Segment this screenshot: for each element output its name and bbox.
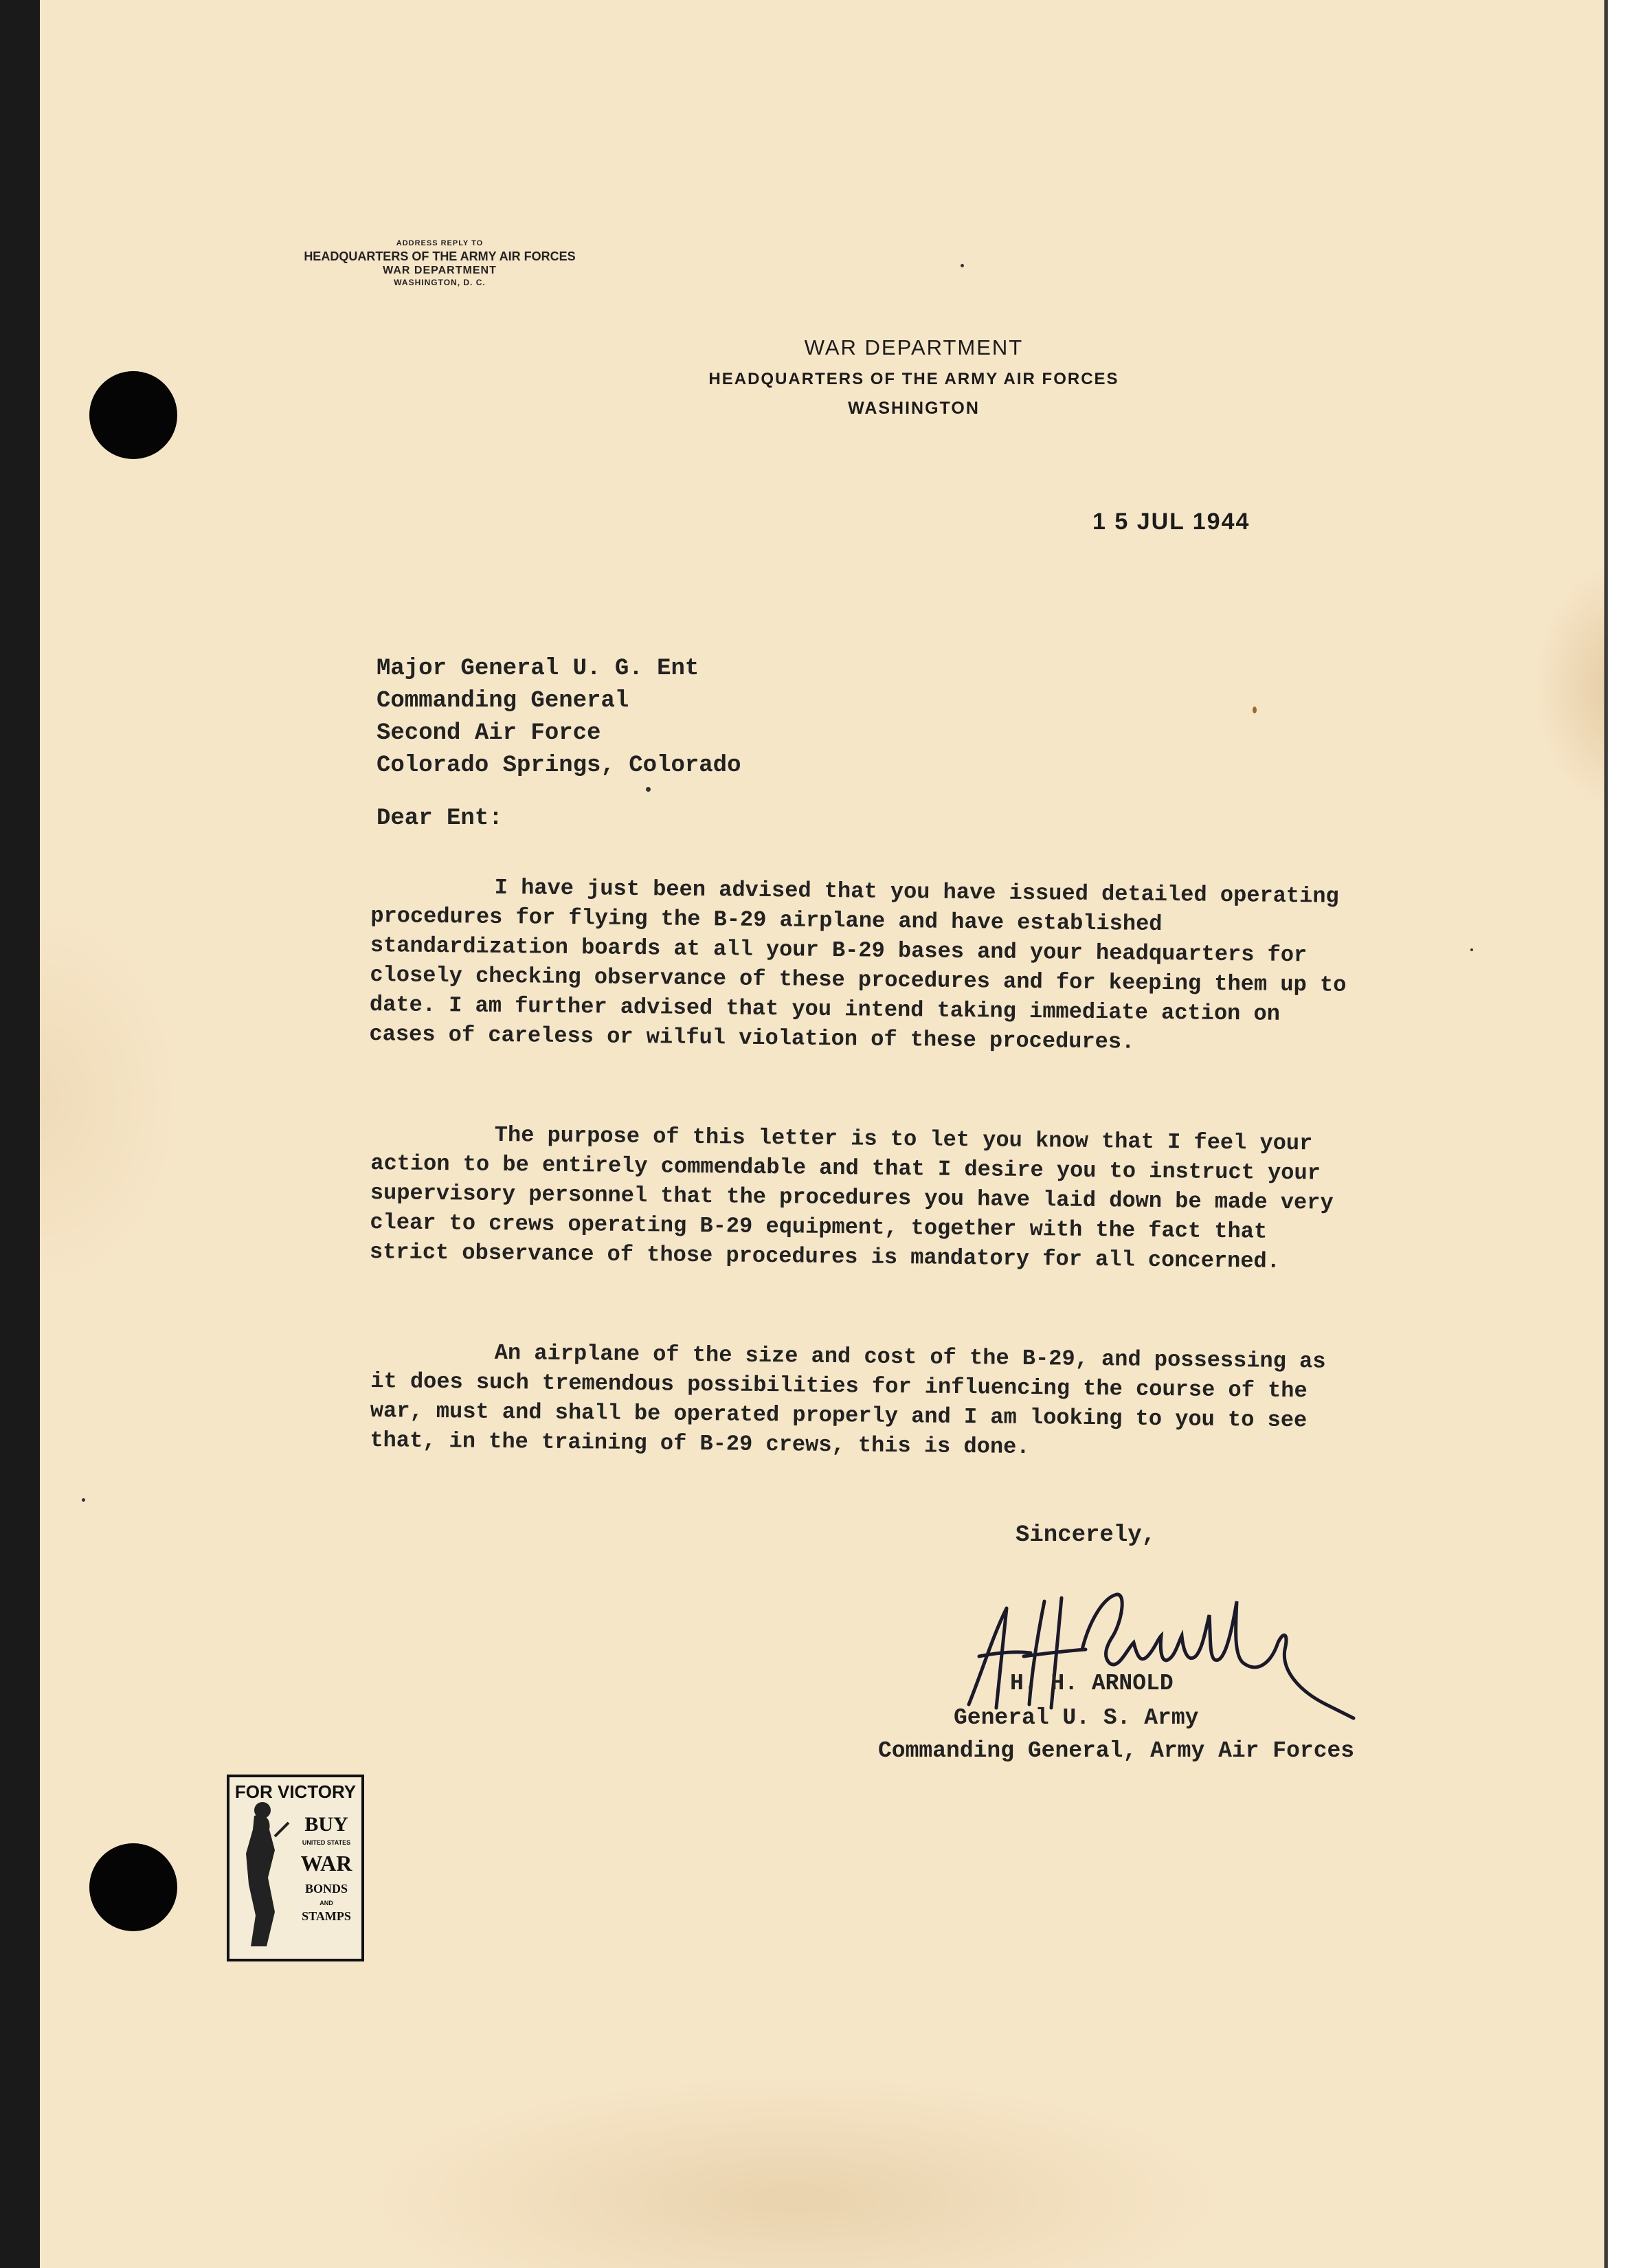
paper-speck: [961, 264, 964, 267]
letterhead-title: WAR DEPARTMENT: [804, 335, 1024, 359]
war-bonds-stamp: [227, 1775, 364, 1961]
recipient-line: Major General U. G. Ent: [377, 656, 699, 682]
letter-date: 1 5 JUL 1944: [1092, 509, 1250, 535]
recipient-line: Commanding General: [377, 688, 629, 714]
letterhead-subtitle: HEADQUARTERS OF THE ARMY AIR FORCES: [708, 370, 1119, 388]
punch-hole-top: [89, 371, 177, 459]
stamp-text: AND: [319, 1900, 333, 1906]
stamp-text: UNITED STATES: [302, 1839, 351, 1846]
paper-speck: [646, 787, 651, 792]
signer-name: H. H. ARNOLD: [1010, 1671, 1174, 1696]
paper-speck: [1253, 707, 1257, 713]
paper-speck: [82, 1498, 85, 1502]
recipient-address: [377, 653, 741, 782]
scan-right-border: [1608, 0, 1649, 2268]
closing: Sincerely,: [1016, 1522, 1156, 1548]
letterhead-city: WASHINGTON: [848, 399, 980, 418]
stamp-text: FOR VICTORY: [234, 1781, 357, 1802]
scan-left-border: [0, 0, 40, 2268]
return-address-line: ADDRESS REPLY TO: [396, 239, 484, 247]
stamp-text: BUY: [304, 1813, 348, 1836]
return-address-line: WAR DEPARTMENT: [383, 265, 497, 277]
paper-speck: [1470, 948, 1473, 951]
salutation: Dear Ent:: [377, 805, 503, 832]
return-address-line: WASHINGTON, D. C.: [394, 278, 486, 288]
signer-title: Commanding General, Army Air Forces: [878, 1738, 1355, 1764]
body-paragraph: The purpose of this letter is to let you know that I feel your action to be entirely commendable and that I desire you to instruct your supervisory personnel that the procedures you have laid down be made very clear to crews operating B-29 equipment, together with the fact that strict observance of those procedures is mandatory for all concerned.: [369, 1122, 1334, 1274]
body-paragraph: I have just been advised that you have issued detailed operating procedures for flying the B-29 airplane and have established standardization boards at all your B-29 bases and your headquarters for closely checking observance of these procedures and for keeping them up to date. I am further advised that you intend taking immediate action on cases of careless or wilful violation of these procedures.: [369, 874, 1347, 1055]
return-address: [261, 239, 618, 288]
recipient-line: Second Air Force: [377, 720, 601, 746]
letterhead: [605, 335, 1223, 419]
body-paragraph: An airplane of the size and cost of the B-29, and possessing as it does such tremendous possibilities for influencing the course of the war, must and shall be operated properly and I am looking to you to see that, in the training of B-29 crews, this is done.: [370, 1339, 1326, 1460]
return-address-line: HEADQUARTERS OF THE ARMY AIR FORCES: [304, 249, 576, 263]
stamp-text: BONDS: [304, 1882, 348, 1895]
stamp-text: WAR: [300, 1851, 352, 1876]
stamp-text: STAMPS: [302, 1909, 351, 1923]
signer-rank: General U. S. Army: [954, 1705, 1199, 1731]
recipient-line: Colorado Springs, Colorado: [377, 753, 741, 779]
punch-hole-bottom: [89, 1843, 177, 1931]
